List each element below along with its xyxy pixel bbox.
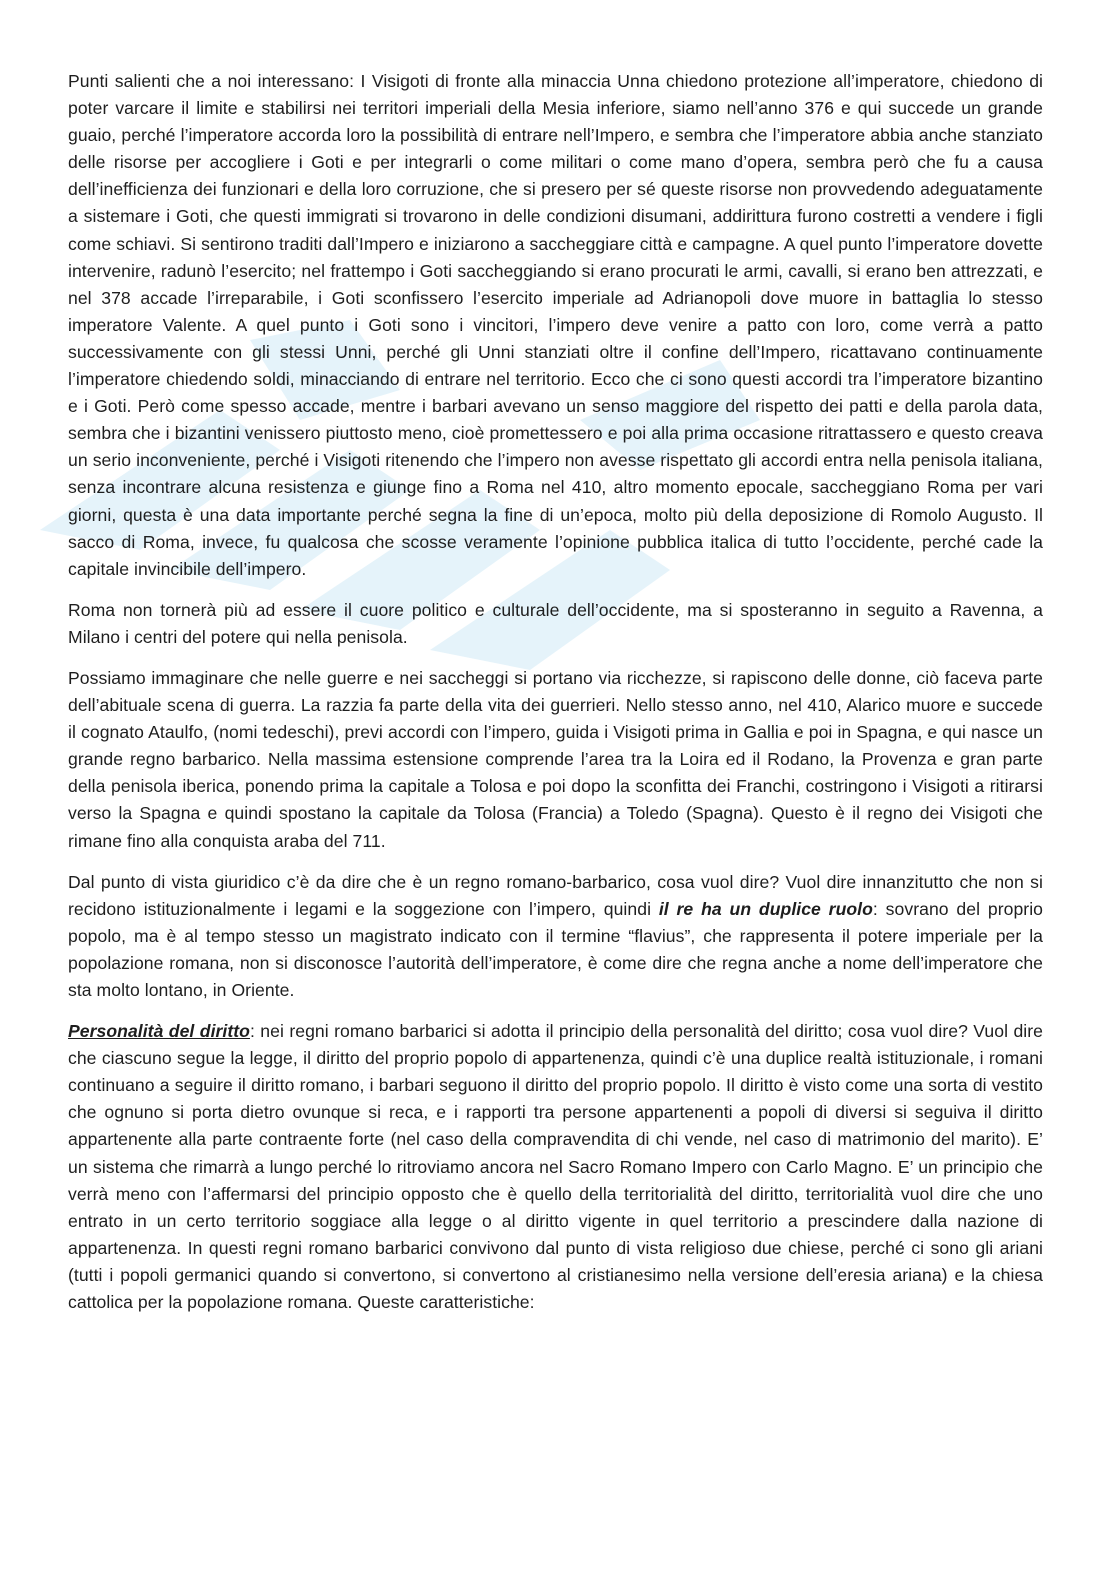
paragraph-personalita-diritto <box>68 1018 1043 1316</box>
paragraph-text-after: : sovrano del proprio popolo, ma è al tempo stesso un magistrato indicato con il termine “flavius”, che rappresenta il potere imperiale per la popolazione romana, non si disconosce l’autorità dell’imperatore, è come dire che regna anche a nome dell’imperatore che sta molto lontano, in Oriente. <box>68 898 1043 1000</box>
document-body <box>68 68 1043 1330</box>
paragraph-regno-romano-barbarico <box>68 869 1043 1004</box>
paragraph-text-after: : nei regni romano barbarici si adotta il principio della personalità del diritto; cosa vuol dire? Vuol dire che ciascuno segue la legge, il diritto del proprio popolo di appartenenza, quindi c’è una duplice realtà istituzionale, i romani continuano a seguire il diritto romano, i barbari seguono il diritto del proprio popolo. Il diritto è visto come una sorta di vestito che ognuno si porta dietro ovunque si reca, e i rapporti tra persone appartenenti a popoli di diversi si seguiva il diritto appartenente alla parte contraente forte (nel caso della compravendita di chi vende, nel caso di matrimonio del marito). E’ un sistema che rimarrà a lungo perché lo ritroviamo ancora nel Sacro Romano Impero con Carlo Magno. E’ un principio che verrà meno con l’affermarsi del principio opposto che è quello della territorialità del diritto, territorialità vuol dire che uno entrato in un certo territorio soggiace alla legge o al diritto vigente in quel territorio a prescindere dalla nazione di appartenenza. In questi regni romano barbarici convivono dal punto di vista religioso due chiese, perché ci sono gli ariani (tutti i popoli germanici quando si convertono, si convertono al cristianesimo nella versione dell’eresia ariana) e la chiesa cattolica per la popolazione romana. Queste caratteristiche: <box>68 1021 1043 1313</box>
paragraph-roma-capitale: Roma non tornerà più ad essere il cuore politico e culturale dell’occidente, ma si sposteranno in seguito a Ravenna, a Milano i centri del potere qui nella penisola. <box>68 599 1043 647</box>
section-heading-personalita-diritto: Personalità del diritto <box>68 1021 250 1042</box>
emphasis-duplice-ruolo: il re ha un duplice ruolo <box>658 898 873 919</box>
paragraph-regno-visigoti: Possiamo immaginare che nelle guerre e nei saccheggi si portano via ricchezze, si rapiscono delle donne, ciò faceva parte dell’abituale scena di guerra. La razzia fa parte della vita dei guerrieri. Nello stesso anno, nel 410, Alarico muore e succede il cognato Ataulfo, (nomi tedeschi), previ accordi con l’impero, guida i Visigoti prima in Gallia e poi in Spagna, e qui nasce un grande regno barbarico. Nella massima estensione comprende l’area tra la Loira ed il Rodano, la Provenza e gran parte della penisola iberica, ponendo prima la capitale a Tolosa e poi dopo la sconfitta dei Franchi, costringono i Visigoti a ritirarsi verso la Spagna e quindi spostano la capitale da Tolosa (Francia) a Toledo (Spagna). Questo è il regno dei Visigoti che rimane fino alla conquista araba del 711. <box>68 667 1043 851</box>
paragraph-text-before: Dal punto di vista giuridico c’è da dire che è un regno romano-barbarico, cosa vuol dire? Vuol dire innanzitutto che non si recidono istituzionalmente i legami e la soggezione con l’impero, quindi <box>68 871 1043 919</box>
paragraph-visigoti-adrianopoli: Punti salienti che a noi interessano: I Visigoti di fronte alla minaccia Unna chiedono protezione all’imperatore, chiedono di poter varcare il limite e stabilirsi nei territori imperiali della Mesia inferiore, siamo nell’anno 376 e qui succede un grande guaio, perché l’imperatore accorda loro la possibilità di entrare nell’Impero, e sembra che l’imperatore abbia anche stanziato delle risorse per accogliere i Goti e per integrarli o come militari o come mano d’opera, sembra però che fu a causa dell’inefficienza dei funzionari e della loro corruzione, che si presero per sé queste risorse non provvedendo adeguatamente a sistemare i Goti, che questi immigrati si trovarono in delle condizioni disumani, addirittura furono costretti a vendere i figli come schiavi. Si sentirono traditi dall’Impero e iniziarono a saccheggiare città e campagne. A quel punto l’imperatore dovette intervenire, radunò l’esercito; nel frattempo i Goti saccheggiando si erano procurati le armi, cavalli, si erano ben attrezzati, e nel 378 accade l’irreparabile, i Goti sconfissero l’esercito imperiale ad Adrianopoli dove muore in battaglia lo stesso imperatore Valente. A quel punto i Goti sono i vincitori, l’impero deve venire a patto con loro, come verrà a patto successivamente con gli stessi Unni, perché gli Unni stanziati oltre il confine dell’Impero, ricattavano continuamente l’imperatore chiedendo soldi, minacciando di entrare nel territorio. Ecco che ci sono questi accordi tra l’imperatore bizantino e i Goti. Però come spesso accade, mentre i barbari avevano un senso maggiore del rispetto dei patti e della parola data, sembra che i bizantini venissero piuttosto meno, cioè promettessero e poi alla prima occasione ritrattassero e questo creava un serio inconveniente, perché i Visigoti ritenendo che l’impero non avesse rispettato gli accordi entra nella penisola italiana, senza incontrare alcuna resistenza e giunge fino a Roma nel 410, altro momento epocale, saccheggiano Roma per vari giorni, questa è una data importante perché segna la fine di un’epoca, molto più della deposizione di Romolo Augusto. Il sacco di Roma, invece, fu qualcosa che scosse veramente l’opinione pubblica italica di tutto l’occidente, perché cade la capitale invincibile dell’impero. <box>68 71 1043 579</box>
